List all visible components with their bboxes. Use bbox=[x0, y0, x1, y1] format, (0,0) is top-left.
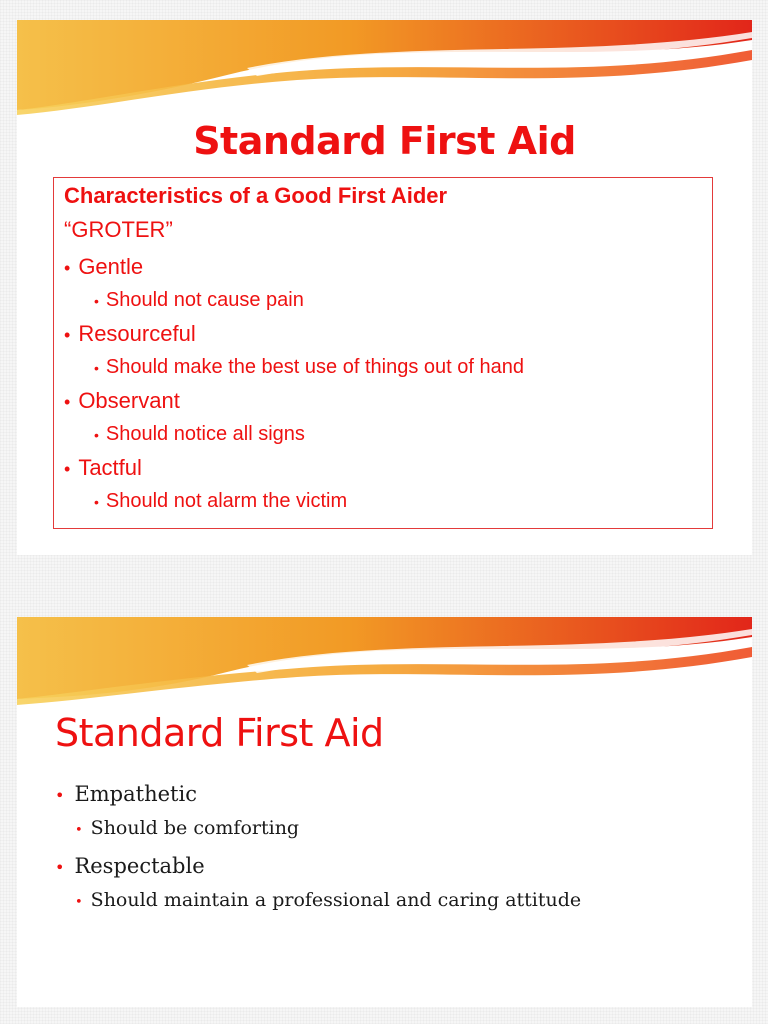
slide-1 bbox=[17, 20, 752, 555]
box-heading: Characteristics of a Good First Aider bbox=[64, 183, 448, 208]
slide-header-swoosh bbox=[17, 617, 752, 712]
list-item: • Tactful bbox=[64, 451, 524, 485]
slide-2 bbox=[17, 617, 752, 1007]
slide-header-swoosh bbox=[17, 20, 752, 115]
characteristics-list bbox=[64, 250, 524, 518]
bullet-icon: • bbox=[94, 494, 99, 510]
list-subitem: • Should not cause pain bbox=[64, 284, 524, 317]
characteristics-list bbox=[55, 777, 581, 921]
list-subitem: • Should notice all signs bbox=[64, 418, 524, 451]
list-subitem: • Should make the best use of things out of hand bbox=[64, 351, 524, 384]
list-subitem: • Should not alarm the victim bbox=[64, 485, 524, 518]
slide-title: Standard First Aid bbox=[193, 119, 576, 163]
list-subitem: • Should maintain a professional and caring attitude bbox=[55, 883, 581, 921]
bullet-icon: • bbox=[94, 293, 99, 309]
list-item: • Respectable bbox=[55, 849, 581, 883]
slide-title: Standard First Aid bbox=[55, 711, 384, 755]
bullet-icon: • bbox=[94, 360, 99, 376]
bullet-icon: • bbox=[55, 858, 65, 877]
bullet-icon: • bbox=[75, 895, 83, 910]
list-item: • Resourceful bbox=[64, 317, 524, 351]
bullet-icon: • bbox=[55, 786, 65, 805]
list-item: • Empathetic bbox=[55, 777, 581, 811]
box-subheading: “GROTER” bbox=[64, 217, 173, 242]
characteristics-box bbox=[53, 177, 713, 529]
bullet-icon: • bbox=[64, 325, 71, 345]
bullet-icon: • bbox=[64, 392, 71, 412]
list-item: • Observant bbox=[64, 384, 524, 418]
bullet-icon: • bbox=[64, 258, 71, 278]
list-item: • Gentle bbox=[64, 250, 524, 284]
bullet-icon: • bbox=[64, 459, 71, 479]
list-subitem: • Should be comforting bbox=[55, 811, 581, 849]
bullet-icon: • bbox=[94, 427, 99, 443]
bullet-icon: • bbox=[75, 823, 83, 838]
